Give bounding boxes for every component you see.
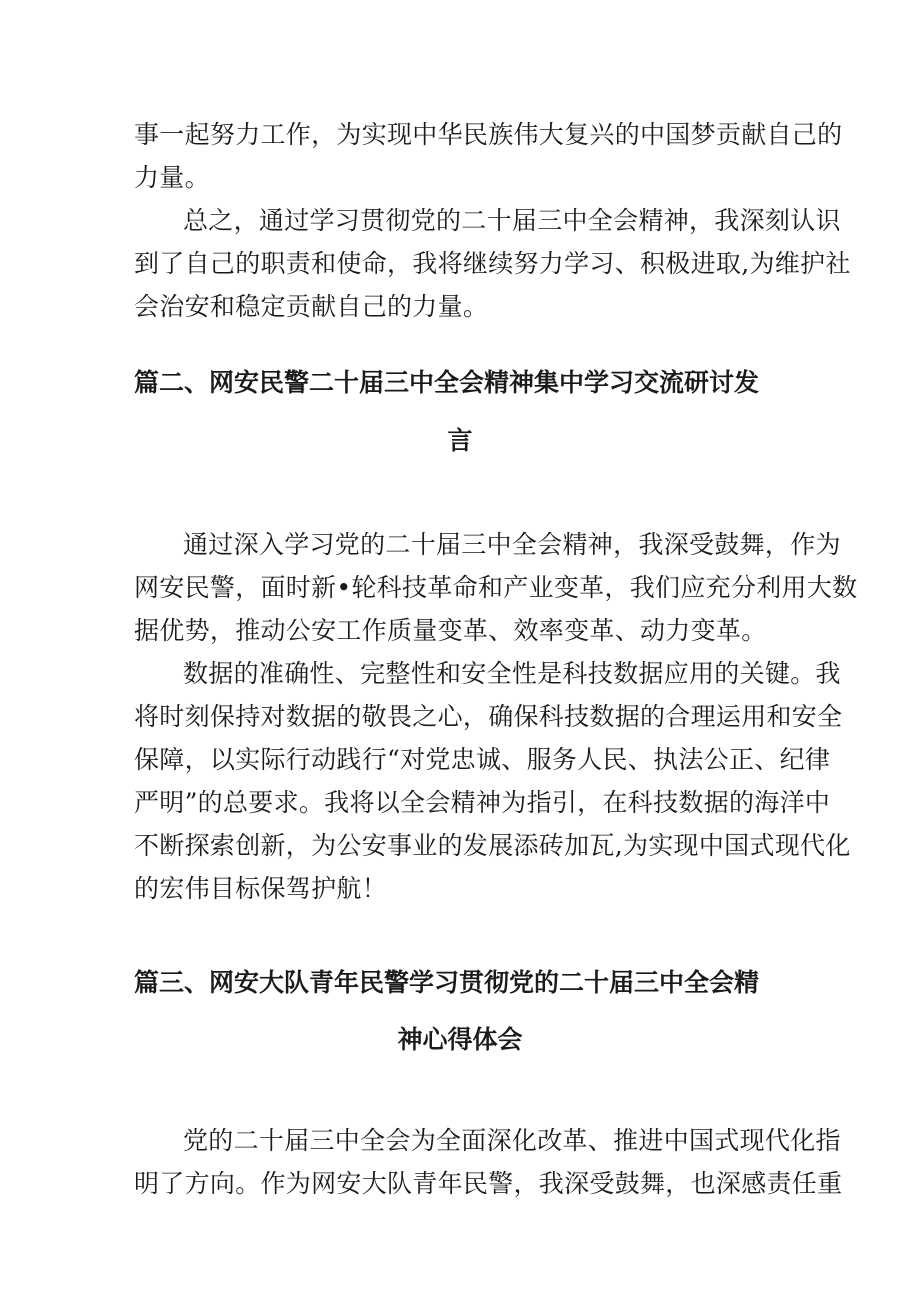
body-text-line: 保障，以实际行动践行“对党忠诚、服务人民、执法公正、纪律 bbox=[134, 745, 831, 774]
body-text-line: 力量。 bbox=[134, 163, 210, 192]
body-text-line: 据优势，推动公安工作质量变革、效率变革、动力变革。 bbox=[134, 616, 767, 645]
body-text-line: 网安民警，面时新•轮科技革命和产业变革，我们应充分利用大数 bbox=[134, 573, 858, 602]
section-heading-continued: 言 bbox=[447, 426, 473, 455]
body-text-line: 通过深入学习党的二十届三中全会精神，我深受鼓舞，作为 bbox=[183, 530, 841, 559]
body-text-line: 不断探索创新，为公安事业的发展添砖加瓦,为实现中国式现代化 bbox=[134, 831, 851, 860]
body-text-line: 严明”的总要求。我将以全会精神为指引，在科技数据的海洋中 bbox=[134, 788, 831, 817]
body-text-line: 党的二十届三中全会为全面深化改革、推进中国式现代化指 bbox=[183, 1126, 841, 1155]
body-text-line: 数据的准确性、完整性和安全性是科技数据应用的关键。我 bbox=[183, 659, 841, 688]
body-text-line: 明了方向。作为网安大队青年民警，我深受鼓舞，也深感责任重 bbox=[134, 1169, 843, 1198]
body-text-line: 事一起努力工作，为实现中华民族伟大复兴的中国梦贡献自己的 bbox=[134, 120, 843, 149]
section-heading: 篇二、网安民警二十届三中全会精神集中学习交流研讨发 bbox=[134, 368, 760, 397]
section-heading: 篇三、网安大队青年民警学习贯彻党的二十届三中全会精 bbox=[134, 968, 760, 997]
section-heading-continued: 神心得体会 bbox=[397, 1025, 523, 1054]
body-text-line: 到了自己的职责和使命，我将继续努力学习、积极进取,为维护社 bbox=[134, 249, 851, 278]
body-text-line: 的宏伟目标保驾护航！ bbox=[134, 874, 388, 903]
body-text-line: 总之，通过学习贯彻党的二十届三中全会精神，我深刻认识 bbox=[183, 206, 841, 235]
body-text-line: 会治安和稳定贡献自己的力量。 bbox=[134, 292, 489, 321]
body-text-line: 将时刻保持对数据的敬畏之心，确保科技数据的合理运用和安全 bbox=[134, 702, 843, 731]
